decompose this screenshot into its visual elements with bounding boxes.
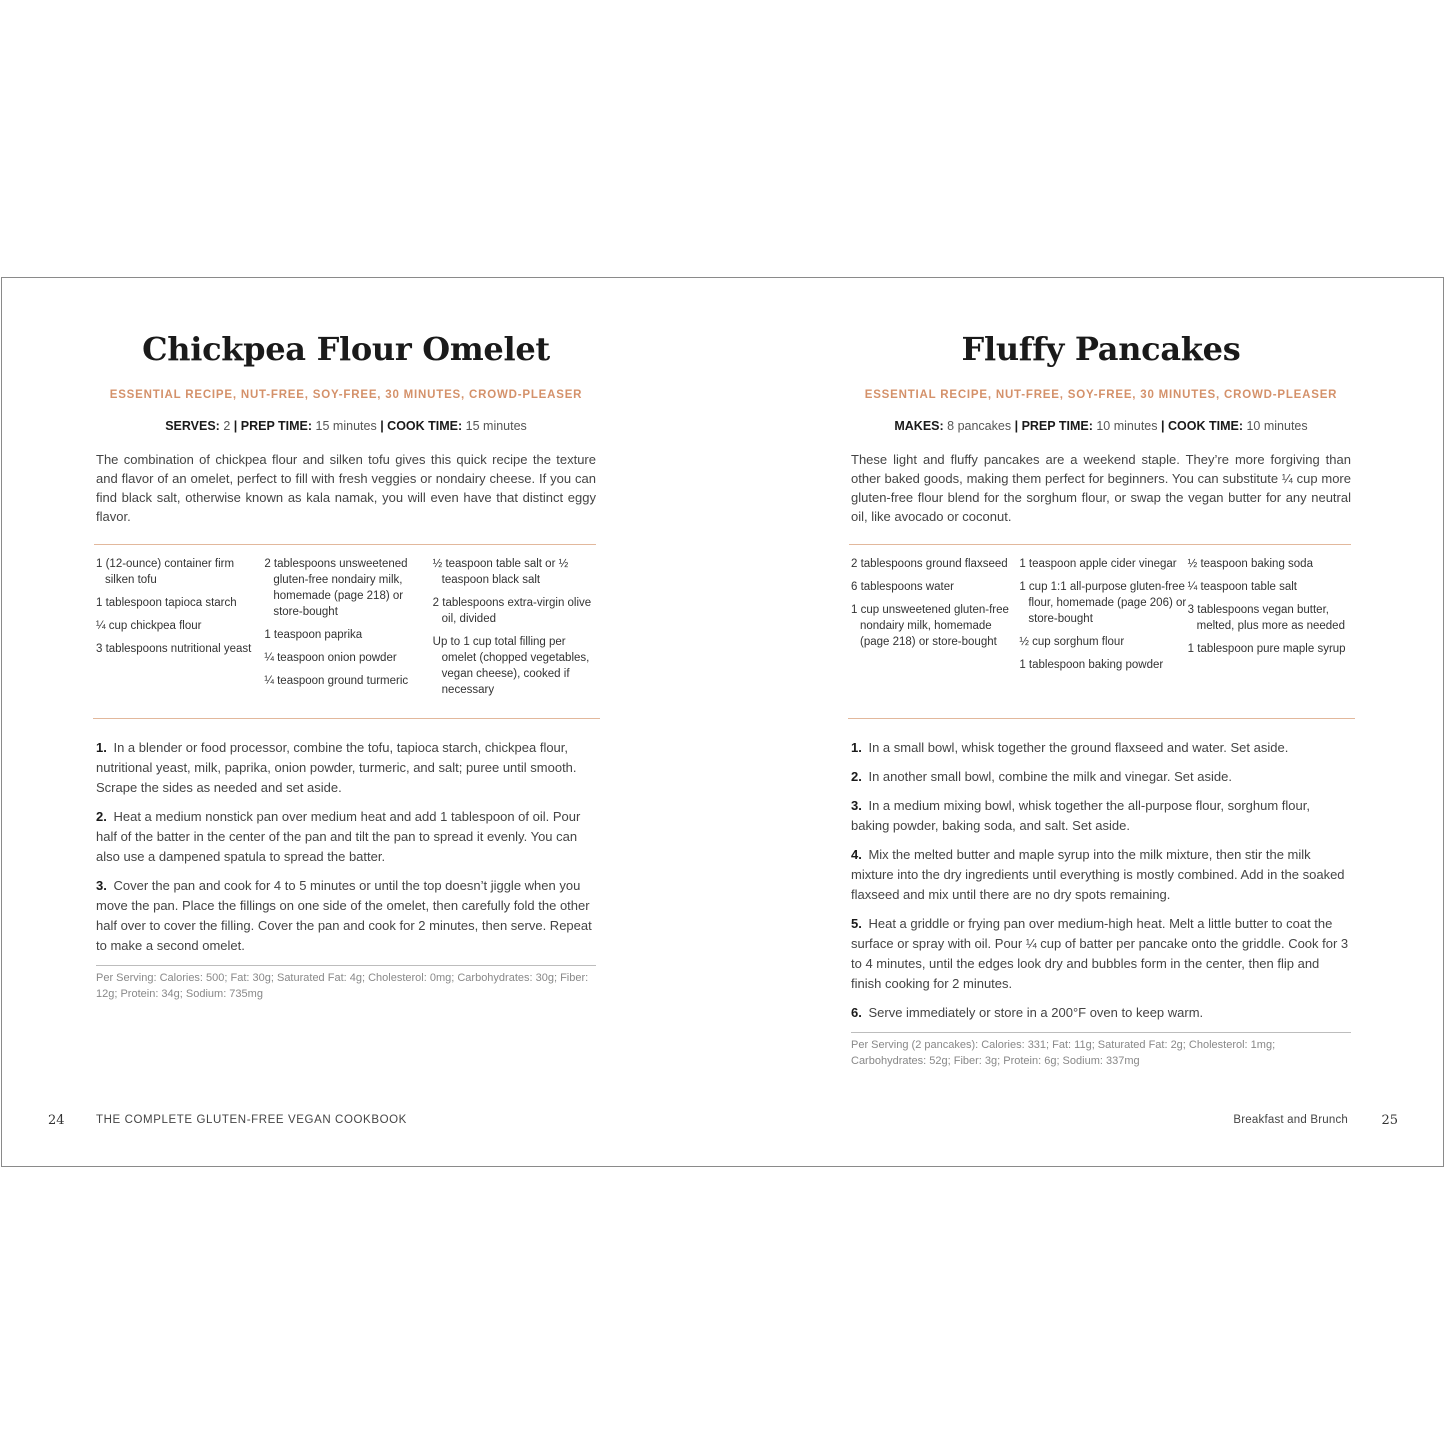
meta-separator: |: [1014, 419, 1019, 433]
step-item: [851, 914, 1351, 994]
step-number: 1.: [96, 740, 107, 755]
step-item: [851, 767, 1351, 787]
nutrition-info: Per Serving (2 pancakes): Calories: 331; Fat: 11g; Saturated Fat: 2g; Cholesterol: 1mg; Carbohydrates: 52g; Fiber: 3g; Protein: 6g; Sodium: 337mg: [851, 1032, 1351, 1069]
ingredients-column: [433, 556, 601, 705]
step-text: Serve immediately or store in a 200°F oven to keep warm.: [868, 1005, 1204, 1020]
ingredients-list: [96, 556, 601, 705]
recipe-meta: [96, 419, 596, 433]
page-number-left: 24: [48, 1113, 65, 1128]
step-text: In a blender or food processor, combine the tofu, tapioca starch, chickpea flour, nutritional yeast, milk, paprika, onion powder, turmeric, and salt; puree until smooth. Scrape the sides as needed and set aside.: [96, 740, 577, 795]
step-number: 3.: [851, 798, 862, 813]
ingredients-column: [851, 556, 1019, 680]
prep-label: PREP TIME:: [1021, 419, 1093, 433]
ingredients-top-rule: [94, 544, 596, 545]
ingredient-item: 6 tablespoons water: [851, 581, 954, 593]
recipe-meta: [851, 419, 1351, 433]
makes-label: MAKES:: [894, 419, 944, 433]
step-item: [851, 1003, 1351, 1023]
ingredients-column: [1188, 556, 1356, 680]
makes-value: 8 pancakes: [947, 419, 1012, 433]
ingredient-item: ½ cup sorghum flour: [1019, 636, 1125, 648]
step-item: [851, 845, 1351, 905]
meta-separator: |: [233, 419, 238, 433]
ingredient-item: 3 tablespoons vegan butter, melted, plus more as needed: [1187, 604, 1345, 632]
ingredient-item: ¼ teaspoon onion powder: [264, 652, 397, 664]
step-item: [96, 807, 596, 867]
recipe-intro: These light and fluffy pancakes are a weekend staple. They’re more forgiving than other baked goods, making them perfect for beginners. You can substitute ¼ cup more gluten-free flour blend for the sorghum flour, or swap the vegan butter for any neutral oil, like avocado or coconut.: [851, 452, 1351, 524]
ingredient-item: ¼ teaspoon table salt: [1187, 581, 1297, 593]
serves-label: SERVES:: [165, 419, 220, 433]
nutrition-info: Per Serving: Calories: 500; Fat: 30g; Saturated Fat: 4g; Cholesterol: 0mg; Carbohydrates: 30g; Fiber: 12g; Protein: 34g; Sodium: 735mg: [96, 965, 596, 1002]
ingredient-item: 1 cup 1:1 all-purpose gluten-free flour, homemade (page 206) or store-bought: [1019, 581, 1187, 625]
ingredients-top-rule: [849, 544, 1351, 545]
recipe-intro: The combination of chickpea flour and silken tofu gives this quick recipe the texture and flavor of an omelet, perfect to fill with fresh veggies or nondairy cheese. If you can find black salt, otherwise known as kala namak, you will even have that distinct eggy flavor.: [96, 452, 596, 524]
ingredients-list: [851, 556, 1356, 680]
footer-chapter-title: Breakfast and Brunch: [1233, 1114, 1348, 1126]
step-item: [851, 796, 1351, 836]
ingredient-item: 1 cup unsweetened gluten-free nondairy milk, homemade (page 218) or store-bought: [851, 604, 1009, 648]
left-page: [96, 278, 596, 1166]
prep-label: PREP TIME:: [240, 419, 313, 433]
step-number: 2.: [851, 769, 862, 784]
step-text: In another small bowl, combine the milk and vinegar. Set aside.: [868, 769, 1232, 784]
cook-label: COOK TIME:: [387, 419, 463, 433]
ingredients-column: [264, 556, 432, 705]
right-page: [851, 278, 1351, 1166]
serves-value: 2: [223, 419, 231, 433]
step-number: 6.: [851, 1005, 862, 1020]
recipe-title: Fluffy Pancakes: [961, 330, 1241, 368]
meta-separator: |: [1161, 419, 1165, 433]
book-spread: [1, 277, 1444, 1167]
recipe-steps: [96, 738, 596, 1002]
ingredient-item: 1 tablespoon baking powder: [1019, 659, 1164, 671]
step-text: Heat a griddle or frying pan over medium-high heat. Melt a little butter to coat the surface or spray with oil. Pour ¼ cup of batter per pancake onto the griddle. Cook for 3 to 4 minutes, until the edges look dry and bubbles form in the center, then flip and finish cooking for 2 minutes.: [851, 916, 1349, 991]
step-text: In a medium mixing bowl, whisk together the all-purpose flour, sorghum flour, baking powder, baking soda, and salt. Set aside.: [851, 798, 1310, 833]
ingredient-item: ½ teaspoon table salt or ½ teaspoon black salt: [432, 558, 569, 586]
step-number: 4.: [851, 847, 862, 862]
footer-book-title: THE COMPLETE GLUTEN-FREE VEGAN COOKBOOK: [96, 1114, 407, 1126]
step-text: Mix the melted butter and maple syrup into the milk mixture, then stir the milk mixture into the dry ingredients until everything is mostly combined. Add in the soaked flaxseed and mix until there are no dry spots remaining.: [851, 847, 1345, 902]
step-item: [96, 876, 596, 956]
step-number: 2.: [96, 809, 107, 824]
step-number: 3.: [96, 878, 107, 893]
ingredient-item: 1 tablespoon tapioca starch: [96, 597, 237, 609]
recipe-tags: ESSENTIAL RECIPE, NUT-FREE, SOY-FREE, 30 MINUTES, CROWD-PLEASER: [109, 389, 583, 401]
ingredient-item: 1 teaspoon apple cider vinegar: [1019, 558, 1177, 570]
ingredient-item: Up to 1 cup total filling per omelet (chopped vegetables, vegan cheese), cooked if necessary: [432, 636, 590, 696]
ingredient-item: 2 tablespoons ground flaxseed: [851, 558, 1008, 570]
page-number-right: 25: [1381, 1113, 1398, 1128]
step-text: Heat a medium nonstick pan over medium heat and add 1 tablespoon of oil. Pour half of the batter in the center of the pan and tilt the pan to spread it evenly. You can also use a dampened spatula to spread the batter.: [96, 809, 581, 864]
recipe-tags: ESSENTIAL RECIPE, NUT-FREE, SOY-FREE, 30 MINUTES, CROWD-PLEASER: [864, 389, 1338, 401]
meta-separator: |: [380, 419, 384, 433]
ingredients-bottom-rule: [848, 718, 1355, 719]
ingredient-item: 1 teaspoon paprika: [264, 629, 363, 641]
ingredient-item: ½ teaspoon baking soda: [1187, 558, 1313, 570]
step-item: [851, 738, 1351, 758]
prep-value: 10 minutes: [1096, 419, 1158, 433]
step-text: Cover the pan and cook for 4 to 5 minutes or until the top doesn’t jiggle when you move the pan. Place the fillings on one side of the omelet, then carefully fold the other half over to cover the filling. Cover the pan and cook for 2 minutes, then serve. Repeat to make a second omelet.: [96, 878, 592, 953]
cook-value: 15 minutes: [465, 419, 527, 433]
ingredient-item: 1 tablespoon pure maple syrup: [1187, 643, 1346, 655]
step-item: [96, 738, 596, 798]
ingredient-item: 3 tablespoons nutritional yeast: [96, 643, 252, 655]
cook-label: COOK TIME:: [1167, 419, 1243, 433]
ingredient-item: 2 tablespoons extra-virgin olive oil, divided: [432, 597, 592, 625]
step-number: 1.: [851, 740, 862, 755]
recipe-title: Chickpea Flour Omelet: [142, 330, 550, 368]
ingredient-item: 2 tablespoons unsweetened gluten-free nondairy milk, homemade (page 218) or store-bought: [264, 558, 408, 618]
ingredients-bottom-rule: [93, 718, 600, 719]
recipe-steps: [851, 738, 1351, 1069]
ingredient-item: 1 (12-ounce) container firm silken tofu: [96, 558, 235, 586]
step-text: In a small bowl, whisk together the ground flaxseed and water. Set aside.: [868, 740, 1289, 755]
cook-value: 10 minutes: [1246, 419, 1308, 433]
prep-value: 15 minutes: [315, 419, 377, 433]
ingredient-item: ¼ teaspoon ground turmeric: [264, 675, 409, 687]
ingredient-item: ¼ cup chickpea flour: [96, 620, 202, 632]
ingredients-column: [1019, 556, 1187, 680]
ingredients-column: [96, 556, 264, 705]
step-number: 5.: [851, 916, 862, 931]
